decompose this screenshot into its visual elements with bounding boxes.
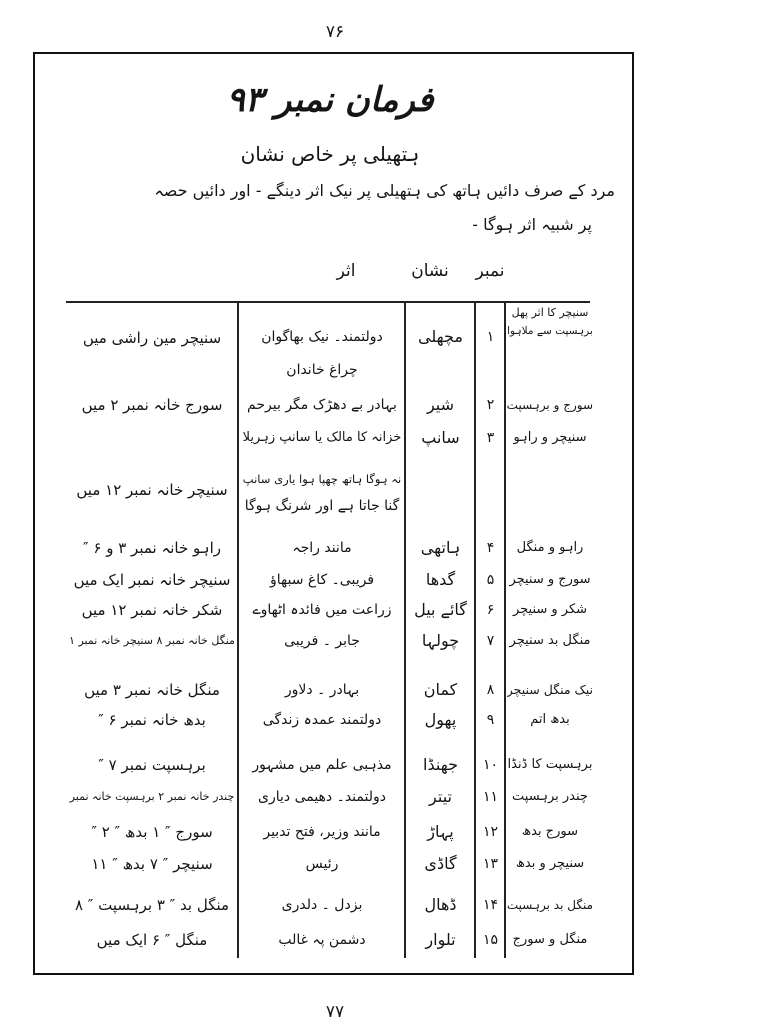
table-row	[0, 537, 768, 559]
sign-cell: مچھلی	[418, 327, 463, 346]
sign-cell: گدھا	[425, 570, 456, 589]
number-cell: ۱۴	[482, 897, 499, 913]
page-subtitle: ہتھیلی پر خاص نشان	[240, 142, 420, 166]
planet-cell: سورج بدھ	[522, 824, 578, 839]
sign-cell: چولہا	[421, 631, 460, 650]
planet-cell: برہسپت کا ڈنڈا	[507, 757, 593, 772]
number-cell: ۳	[486, 430, 495, 446]
sign-cell: کمان	[423, 680, 458, 699]
header-effect: اثر	[336, 261, 356, 281]
effect-cell: چراغ خاندان	[286, 362, 358, 378]
table-row	[0, 709, 768, 731]
table-row	[0, 599, 768, 621]
planet-cell: بدھ اتم	[530, 712, 570, 727]
table-row	[0, 630, 768, 652]
effect-cell: مانند راجہ	[292, 540, 352, 556]
table-row	[0, 786, 768, 808]
intro-line-1: مرد کے صرف دائیں ہاتھ کی ہتھیلی پر نیک اثر دینگے - اور دائیں حصہ	[154, 181, 615, 200]
placement-cell: سورج خانہ نمبر ۲ میں	[81, 396, 223, 414]
effect-cell: دولتمند۔ دھیمی دیاری	[258, 789, 386, 805]
header-number: نمبر	[475, 261, 505, 281]
number-cell: ۱۵	[482, 932, 499, 948]
effect-cell: نہ ہوگا ہاتھ چھپا ہوا یاری سانپ	[242, 472, 402, 486]
effect-cell: جابر ۔ فریبی	[284, 633, 360, 649]
effect-cell: زراعت میں فائدہ اٹھاوے	[252, 602, 392, 618]
sign-cell: گاڈی	[424, 854, 457, 873]
effect-cell: مانند وزیر، فتح تدبیر	[263, 824, 381, 840]
planet-cell: نیک منگل سنیچر	[507, 682, 593, 697]
planet-cell: منگل بد برہسپت	[507, 898, 593, 912]
planet-cell: راہو و منگل	[516, 540, 584, 555]
effect-cell: فریبی۔ کاغ سبھاؤ	[269, 572, 375, 588]
effect-cell: بزدل ۔ دلدری	[281, 897, 363, 913]
sign-cell: شیر	[426, 395, 455, 414]
planet-cell: برہسپت سے ملاہوا	[507, 325, 593, 337]
table-row	[0, 394, 768, 416]
number-cell: ۹	[486, 712, 495, 728]
number-cell: ۱۰	[482, 757, 499, 773]
planet-cell: منگل و سورج	[512, 932, 588, 947]
effect-cell: گنا جاتا ہے اور شرنگ ہوگا	[244, 498, 400, 514]
table-row	[0, 894, 768, 916]
intro-line-2: پر شبیہ اثر ہوگا -	[472, 215, 592, 234]
table-row	[0, 929, 768, 951]
effect-cell: رئیس	[305, 856, 339, 872]
planet-cell: چندر برہسپت	[512, 789, 588, 804]
planet-cell: شکر و سنیچر	[512, 602, 588, 617]
sign-cell: سانپ	[421, 428, 460, 447]
page-title: فرمان نمبر ۹۳	[226, 80, 434, 120]
effect-cell: بہادر بے دھڑک مگر بیرحم	[247, 397, 397, 413]
number-cell: ۵	[486, 572, 495, 588]
placement-cell: سنیچر ″ ۷ بدھ ″ ۱۱	[91, 855, 213, 873]
table-top-rule	[66, 301, 590, 303]
table-row	[0, 853, 768, 875]
sign-cell: جھنڈا	[423, 755, 458, 774]
sign-cell: ڈھال	[424, 895, 457, 914]
sign-cell: پہاڑ	[427, 822, 454, 841]
number-cell: ۱۳	[482, 856, 499, 872]
planet-cell: سنیچر و راہو	[513, 430, 587, 445]
placement-cell: منگل خانہ نمبر ۸ سنیچر خانہ نمبر ۱	[69, 634, 235, 647]
effect-cell: بہادر ۔ دلاور	[284, 682, 360, 698]
table-row	[0, 569, 768, 591]
placement-cell: سورج ″ ۱ بدھ ″ ۲ ″	[91, 823, 213, 841]
placement-cell: منگل ″ ۶ ایک میں	[96, 931, 208, 949]
sign-cell: ہاتھی	[420, 538, 461, 557]
table-row	[0, 427, 768, 514]
effect-cell: دولتمند عمدہ زندگی	[262, 712, 382, 728]
page-number-top: ۷۶	[325, 22, 345, 42]
table-row	[0, 821, 768, 843]
sign-cell: گائے بیل	[414, 600, 467, 619]
effect-cell: مذہبی علم میں مشہور	[252, 757, 392, 773]
number-cell: ۲	[486, 397, 495, 413]
placement-cell: بدھ خانہ نمبر ۶ ″	[98, 711, 206, 729]
placement-cell: چندر خانہ نمبر ۲ برہسپت خانہ نمبر	[69, 790, 235, 803]
planet-cell: سنیچر کا اثر پھل	[511, 306, 589, 319]
placement-cell: سنیچر خانہ نمبر ایک میں	[73, 571, 231, 589]
placement-cell: سنیچر خانہ نمبر ۱۲ میں	[76, 481, 228, 499]
number-cell: ۷	[486, 633, 495, 649]
placement-cell: منگل خانہ نمبر ۳ میں	[84, 681, 220, 699]
planet-cell: منگل بد سنیچر	[509, 633, 591, 648]
effect-cell: دشمن پہ غالب	[278, 932, 366, 948]
sign-cell: تلوار	[425, 930, 456, 949]
number-cell: ۱۲	[482, 824, 499, 840]
placement-cell: شکر خانہ نمبر ۱۲ میں	[81, 601, 223, 619]
placement-cell: راہو خانہ نمبر ۳ و ۶ ″	[83, 539, 221, 557]
page-number-bottom: ۷۷	[325, 1002, 345, 1022]
header-sign: نشان	[411, 261, 449, 281]
sign-cell: پھول	[424, 710, 457, 729]
planet-cell: سورج و برہسپت	[507, 398, 593, 412]
placement-cell: منگل بد ″ ۳ برہسپت ″ ۸	[74, 896, 230, 914]
table-row	[0, 679, 768, 701]
table-row	[0, 306, 768, 378]
number-cell: ۶	[486, 602, 495, 618]
number-cell: ۱	[486, 329, 495, 345]
table-row	[0, 754, 768, 776]
number-cell: ۴	[486, 540, 495, 556]
effect-cell: خزانہ کا مالک یا سانپ زہریلا	[242, 430, 402, 445]
planet-cell: سنیچر و بدھ	[515, 856, 585, 871]
placement-cell: سنیچر مین راشی میں	[82, 329, 222, 347]
sign-cell: تیتر	[429, 787, 452, 806]
planet-cell: سورج و سنیچر	[509, 572, 591, 587]
effect-cell: دولتمند۔ نیک بھاگوان	[261, 329, 383, 345]
placement-cell: برہسپت نمبر ۷ ″	[98, 756, 206, 774]
number-cell: ۸	[486, 682, 495, 698]
number-cell: ۱۱	[482, 789, 499, 805]
